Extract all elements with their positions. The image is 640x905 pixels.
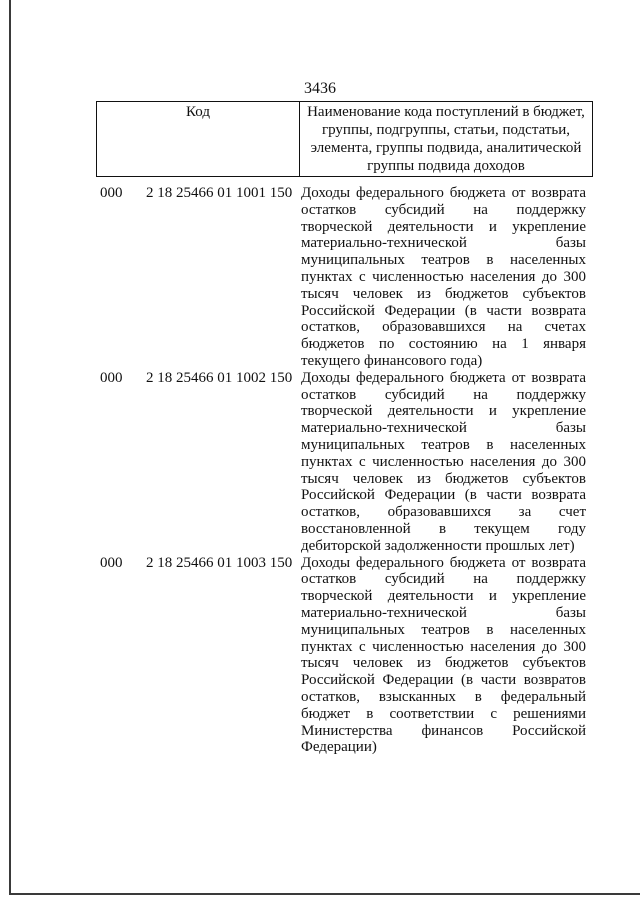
admin-code: 000 — [100, 554, 123, 571]
revenue-description: Доходы федерального бюджета от возврата остатков субсидий на поддержку творческой деятельности и укрепление материально-технической базы муниципальных театров в населенных пунктах с численностью населения до 300 тысяч человек из бюджетов субъектов Российской Федерации (в части возвратов остатков, взысканных в федеральный бюджет в соответствии с решениями Министерства финансов Российской Федерации) — [301, 554, 586, 756]
table-row — [100, 555, 590, 757]
table-row — [100, 370, 590, 555]
admin-code: 000 — [100, 369, 123, 386]
header-name-cell: Наименование кода поступлений в бюджет, группы, подгруппы, статьи, подстатьи, элемента, группы подвида, аналитической группы подвида доходов — [300, 102, 593, 177]
header-code-cell: Код — [97, 102, 300, 177]
admin-code: 000 — [100, 185, 123, 201]
scan-left-edge — [9, 0, 11, 895]
table-header — [96, 101, 593, 177]
revenue-code: 2 18 25466 01 1002 150 — [146, 369, 293, 386]
revenue-code: 2 18 25466 01 1003 150 — [146, 554, 293, 571]
table-header-row — [97, 102, 593, 177]
revenue-code: 2 18 25466 01 1001 150 — [146, 185, 293, 201]
page-number: 3436 — [304, 80, 336, 97]
table-row — [100, 185, 590, 370]
table-body — [100, 185, 590, 756]
revenue-description: Доходы федерального бюджета от возврата остатков субсидий на поддержку творческой деятельности и укрепление материально-технической базы муниципальных театров в населенных пунктах с численностью населения до 300 тысяч человек из бюджетов субъектов Российской Федерации (в части возврата остатков, образовавшихся за счет восстановленной в текущем году дебиторской задолженности прошлых лет) — [301, 369, 586, 554]
revenue-description: Доходы федерального бюджета от возврата остатков субсидий на поддержку творческой деятельности и укрепление материально-технической базы муниципальных театров в населенных пунктах с численностью населения до 300 тысяч человек из бюджетов субъектов Российской Федерации (в части возврата остатков, образовавшихся на счетах бюджетов по состоянию на 1 января текущего финансового года) — [301, 185, 586, 369]
scan-bottom-edge — [9, 893, 640, 895]
